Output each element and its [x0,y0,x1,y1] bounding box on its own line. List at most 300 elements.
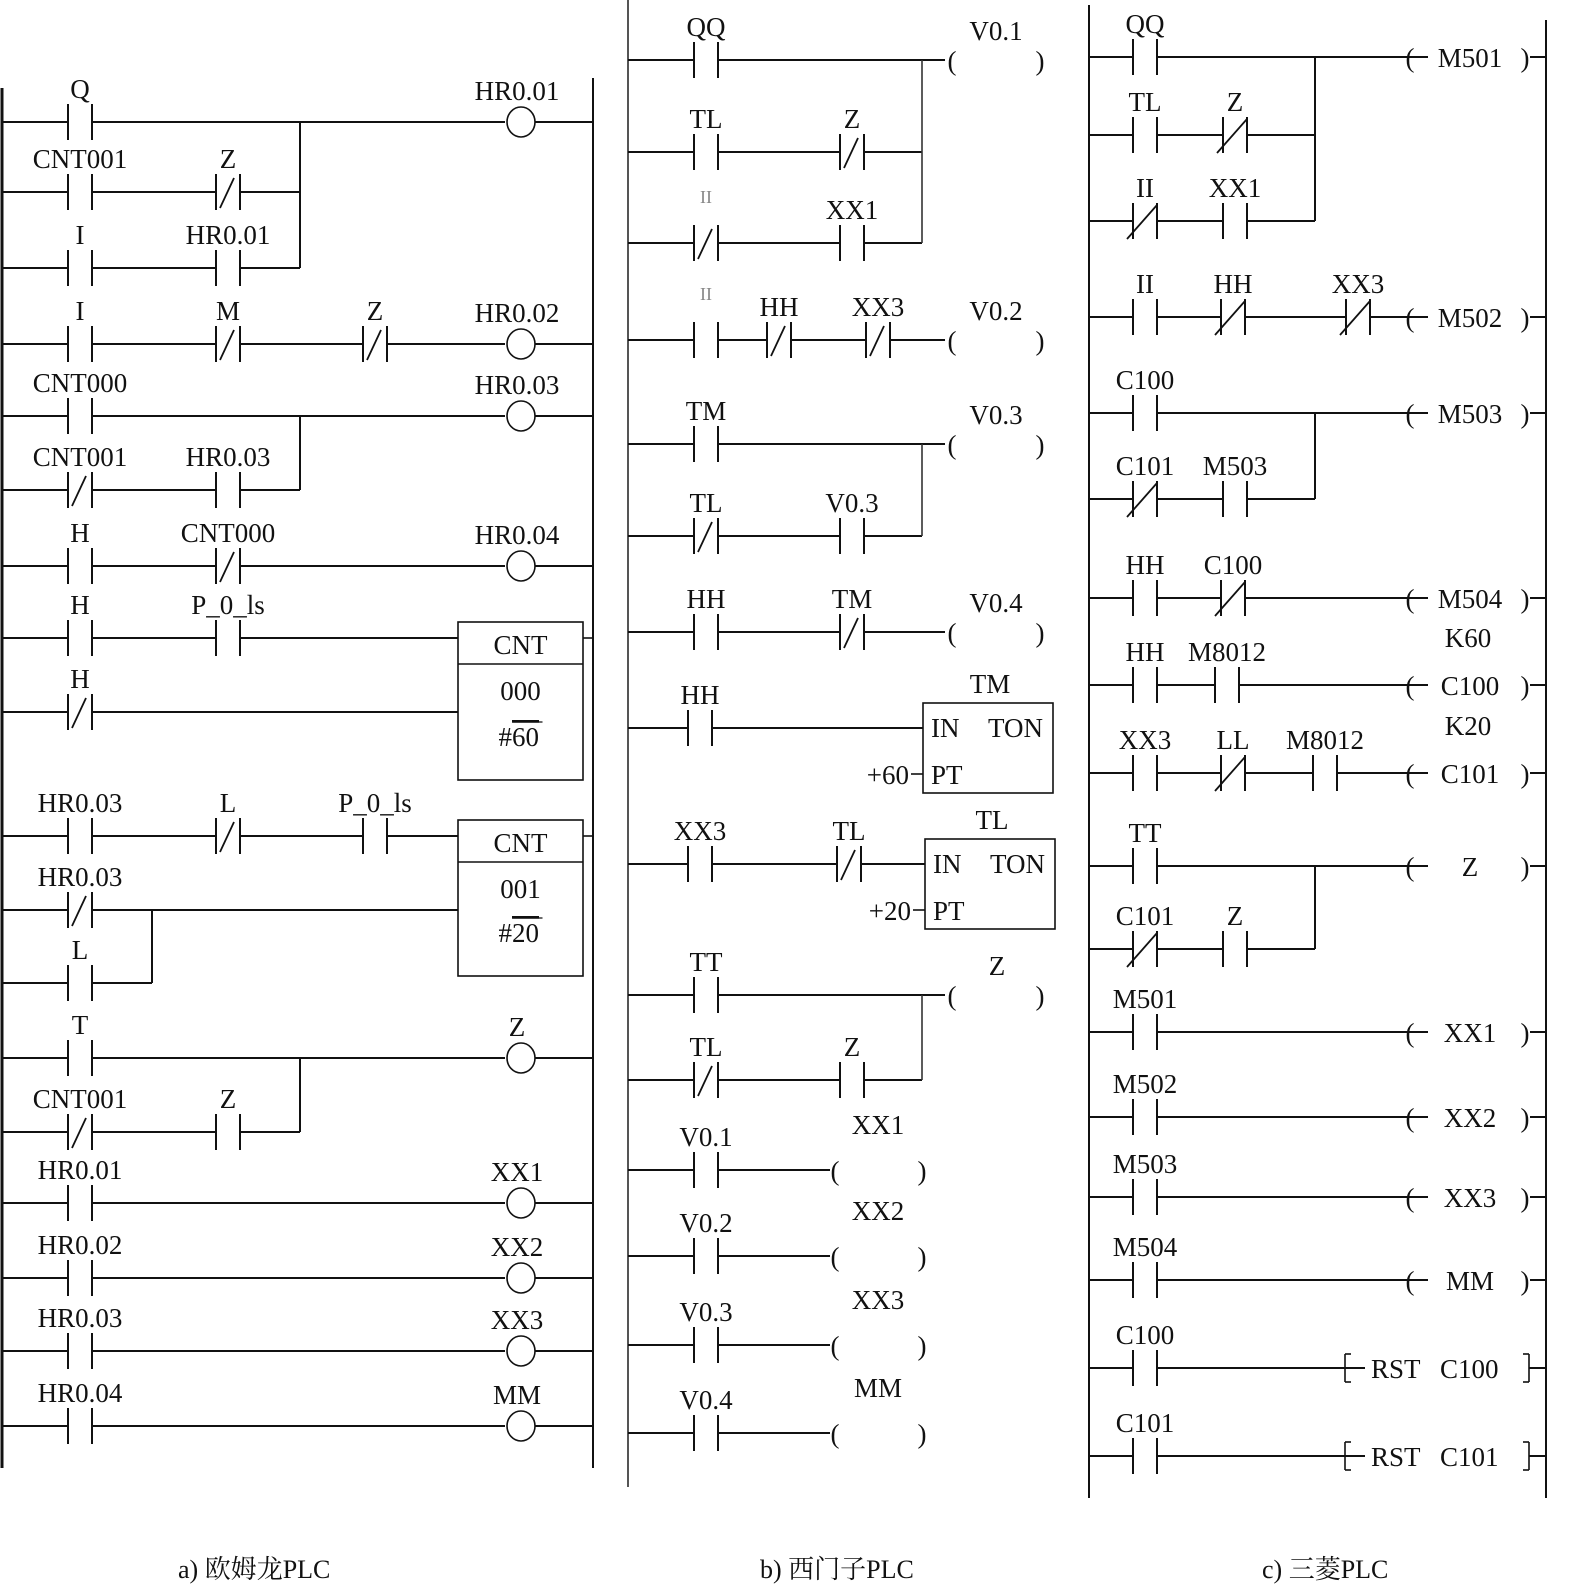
coil-icon [507,401,535,431]
coil-label: XX3 [1443,1183,1497,1213]
contact-label: C101 [1115,451,1175,481]
coil-label: HR0.02 [474,298,560,328]
coil-right-paren: ) [1035,981,1045,1011]
panel-mitsubishi-plc [1089,5,1546,1498]
coil-label: Z [988,951,1006,981]
no-contact [840,1032,864,1098]
contact-label: TT [689,947,723,977]
coil-left-paren: ( [1405,584,1415,614]
contact-label: M8012 [1285,725,1365,755]
coil-label: V0.3 [969,400,1023,430]
coil-label: C101 [1440,759,1500,789]
contact-label: TM [685,396,727,426]
rung [628,284,1045,358]
nc-contact [1215,725,1250,791]
no-contact [68,935,92,1001]
rung [628,805,1055,929]
contact-label: M501 [1112,984,1178,1014]
nc-contact [1332,269,1385,335]
coil-icon [507,1043,535,1073]
contact-label: P_0_ls [338,788,412,818]
instruction-op: RST [1371,1442,1421,1472]
rung [2,1155,593,1221]
no-contact [38,788,123,854]
coil [948,296,1045,356]
coil-left-paren: ( [830,1242,840,1272]
nc-contact [216,296,240,362]
contact-label: TL [689,488,723,518]
counter-preset [499,722,540,752]
coil [1406,623,1547,701]
nc-contact [1116,451,1175,517]
no-contact [33,368,128,434]
rung [628,1373,927,1451]
no-contact [1126,550,1165,616]
timer-type: TON [989,849,1045,879]
contact-label: XX3 [1118,725,1172,755]
coil [831,1373,927,1449]
coil-icon [507,1263,535,1293]
coil-label: XX2 [1443,1103,1497,1133]
nc-slash [72,698,86,728]
nc-slash [870,326,884,356]
contact-label: HH [759,292,799,322]
contact-label: I [75,296,85,326]
contact-label: HH [1213,269,1253,299]
coil-left-paren: ( [947,46,957,76]
contact-label: C101 [1115,901,1175,931]
no-contact [38,1155,123,1221]
nc-contact [1214,269,1253,335]
counter-preset: K60 [1444,623,1492,653]
contact-label: M8012 [1187,637,1267,667]
timer-preset: +20 [868,896,911,926]
counter-block [458,622,593,780]
no-contact [1113,984,1178,1050]
coil-label: MM [492,1380,542,1410]
coil-left-paren: ( [1405,1183,1415,1213]
coil-label: HR0.01 [474,76,560,106]
contact-label: C100 [1115,1320,1175,1350]
contact-label: C100 [1115,365,1175,395]
coil-left-paren: ( [830,1156,840,1186]
contact-label: QQ [686,12,726,42]
coil-label: M504 [1437,584,1503,614]
rung [2,1378,593,1444]
rung [1089,1232,1546,1298]
counter-title: CNT [493,630,548,660]
coil-icon [507,329,535,359]
preset-prefix: # [498,722,512,752]
counter-number: 001 [500,874,541,904]
coil-label: XX1 [1443,1018,1497,1048]
no-contact [38,1230,123,1296]
rung [2,1230,593,1296]
coil [831,1110,927,1186]
no-contact [1126,637,1165,703]
coil-label: XX3 [490,1305,544,1335]
coil-left-paren: ( [1405,759,1415,789]
no-contact [186,442,271,508]
contact-label: HR0.01 [37,1155,123,1185]
no-contact [694,284,718,358]
coil-right-paren: ) [1035,430,1045,460]
contact-label: Z [1226,87,1244,117]
coil-label: C100 [1440,671,1500,701]
coil-label: XX3 [851,1285,905,1315]
contact-label: Z [843,104,861,134]
nc-slash [367,330,381,360]
rung [628,947,1045,1098]
coil-label: M501 [1437,43,1503,73]
rung [1089,1149,1546,1215]
coil-icon [507,107,535,137]
caption-siemens: b) 西门子PLC [760,1555,914,1584]
coil-left-paren: ( [947,618,957,648]
no-contact [825,488,878,554]
instruction-operand: C101 [1440,1442,1499,1472]
rung [2,74,593,286]
coil-label: HR0.03 [474,370,560,400]
coil-label: MM [853,1373,903,1403]
contact-label: CNT001 [32,1084,128,1114]
no-contact [1133,269,1157,335]
nc-contact [216,144,240,210]
rung [2,368,593,508]
contact-label: HR0.02 [37,1230,123,1260]
no-contact [1188,637,1266,703]
rung [628,584,1045,650]
nc-contact [1204,550,1263,616]
timer-name: TM [969,669,1011,699]
no-contact [679,1385,733,1451]
rung [628,12,1045,261]
coil-left-paren: ( [1405,1266,1415,1296]
no-contact [338,788,412,854]
contact-label: L [219,788,237,818]
no-contact [68,74,92,140]
contact-label: II [1136,269,1154,299]
nc-contact [690,1032,723,1098]
no-contact [186,220,271,286]
contact-label: XX3 [1331,269,1385,299]
counter-block [458,820,593,976]
rung [1089,1069,1546,1135]
coil-right-paren: ) [1520,1103,1530,1133]
nc-slash [698,1066,712,1096]
nc-slash [72,476,86,506]
no-contact [679,1208,732,1274]
nc-contact [363,296,387,362]
coil-right-paren: ) [917,1331,927,1361]
contact-label: II [700,187,712,207]
contact-label: Z [843,1032,861,1062]
coil-right-paren: ) [1520,303,1530,333]
contact-label: CNT001 [32,442,128,472]
rung [1089,550,1546,616]
nc-slash [841,850,855,880]
counter-title: CNT [493,828,548,858]
contact-label: TM [831,584,873,614]
timer-preset: +60 [866,760,909,790]
coil-left-paren: ( [1405,1018,1415,1048]
contact-label: TL [689,104,723,134]
rung [1089,269,1546,335]
no-contact [1209,173,1262,239]
nc-slash [220,822,234,852]
coil-label: M503 [1437,399,1503,429]
nc-contact [694,187,718,261]
contact-label: P_0_ls [191,590,265,620]
timer-block [869,805,1055,929]
rung [2,1010,593,1150]
rung [1089,9,1546,239]
no-contact [38,1303,123,1369]
contact-label: TL [689,1032,723,1062]
contact-label: LL [1216,725,1250,755]
coil-icon [507,1188,535,1218]
coil-label: V0.2 [969,296,1023,326]
no-contact [679,1122,732,1188]
no-contact [1116,1408,1175,1474]
coil-right-paren: ) [1520,584,1530,614]
contact-label: H [70,518,90,548]
nc-slash [844,138,858,168]
coil-right-paren: ) [1520,1266,1530,1296]
no-contact [1286,725,1364,791]
contact-label: II [1136,173,1154,203]
rung [1089,623,1546,703]
rung [1089,711,1546,791]
nc-contact [852,292,905,358]
coil-label: XX2 [851,1196,905,1226]
contact-label: C100 [1203,550,1263,580]
rung [1089,365,1546,517]
contact-label: M504 [1112,1232,1178,1262]
contact-label: CNT000 [180,518,276,548]
coil-label: M502 [1437,303,1503,333]
nc-slash [771,326,785,356]
coil-left-paren: ( [1405,671,1415,701]
coil-left-paren: ( [947,430,957,460]
coil-label: V0.1 [969,16,1023,46]
contact-label: HR0.01 [185,220,271,250]
coil [948,951,1045,1011]
contact-label: XX1 [1208,173,1262,203]
contact-label: C101 [1115,1408,1175,1438]
nc-contact [1217,87,1247,153]
contact-label: HR0.03 [37,788,123,818]
no-contact [68,590,92,656]
coil-right-paren: ) [1520,399,1530,429]
coil-left-paren: ( [1405,1103,1415,1133]
nc-slash [72,896,86,926]
preset-value: 20 [512,918,539,948]
counter-preset [499,918,540,948]
contact-label: II [700,284,712,304]
contact-label: HR0.03 [37,862,123,892]
coil [948,16,1045,76]
rung [628,1196,927,1274]
contact-label: TL [832,816,866,846]
coil-left-paren: ( [1405,43,1415,73]
nc-contact [760,292,799,358]
instruction-op: RST [1371,1354,1421,1384]
rung [2,1303,593,1369]
contact-label: Z [219,144,237,174]
no-contact [1113,1232,1178,1298]
coil-left-paren: ( [830,1331,840,1361]
preset-value: 60 [512,722,539,752]
contact-label: XX1 [825,195,879,225]
contact-label: CNT001 [32,144,128,174]
panel-omron-plc [2,74,593,1468]
coil-label: MM [1445,1266,1495,1296]
contact-label: Z [219,1084,237,1114]
no-contact [191,590,265,656]
contact-label: H [70,664,90,694]
nc-slash [220,552,234,582]
no-contact [1126,9,1165,75]
rung [2,590,593,780]
contact-label: Z [366,296,384,326]
coil-label: V0.4 [969,588,1023,618]
contact-label: Z [1226,901,1244,931]
nc-contact [68,664,92,730]
rung [628,1285,927,1363]
coil [831,1285,927,1361]
contact-label: CNT000 [32,368,128,398]
contact-label: HR0.04 [37,1378,123,1408]
contact-label: V0.3 [825,488,879,518]
rung [628,396,1045,554]
nc-contact [33,442,128,508]
contact-label: T [71,1010,89,1040]
contact-label: H [70,590,90,620]
contact-label: HH [1125,637,1165,667]
preset-prefix: # [498,918,512,948]
coil-left-paren: ( [947,981,957,1011]
rung [1089,984,1546,1050]
no-contact [1223,901,1247,967]
no-contact [1116,365,1175,431]
coil-label: HR0.04 [474,520,560,550]
no-contact [68,296,92,362]
nc-contact [216,788,240,854]
nc-contact [690,488,723,554]
contact-label: V0.1 [679,1122,733,1152]
no-contact [679,1297,732,1363]
no-contact [690,947,723,1013]
coil-right-paren: ) [1520,852,1530,882]
contact-label: XX3 [851,292,905,322]
nc-slash [72,1118,86,1148]
contact-label: V0.2 [679,1208,733,1238]
coil-label: XX1 [851,1110,905,1140]
no-contact [826,195,879,261]
caption-mitsubishi: c) 三菱PLC [1262,1555,1389,1584]
rung [628,669,1053,793]
no-contact [216,1084,240,1150]
coil-icon [507,1411,535,1441]
coil-icon [507,551,535,581]
coil [948,588,1045,648]
no-contact [686,396,727,462]
contact-label: Q [70,74,90,104]
coil-label: XX2 [490,1232,544,1262]
timer-block [867,669,1053,793]
no-contact [33,144,128,210]
timer-type: TON [987,713,1043,743]
rung [2,788,593,1001]
coil [1406,711,1547,789]
timer-name: TL [975,805,1009,835]
contact-label: HR0.03 [37,1303,123,1333]
contact-label: TL [1128,87,1162,117]
coil-left-paren: ( [1405,399,1415,429]
timer-pt: PT [931,760,963,790]
timer-in: IN [933,849,962,879]
no-contact [1116,1320,1175,1386]
rung [1089,818,1546,967]
coil-right-paren: ) [1035,46,1045,76]
coil-left-paren: ( [947,326,957,356]
nc-slash [698,229,712,259]
no-contact [681,680,720,746]
no-contact [68,1010,92,1076]
timer-pt: PT [933,896,965,926]
nc-contact [833,816,866,882]
coil-right-paren: ) [1520,1018,1530,1048]
contact-label: HH [680,680,720,710]
nc-slash [844,618,858,648]
contact-label: XX3 [673,816,727,846]
nc-slash [698,522,712,552]
contact-label: V0.3 [679,1297,733,1327]
coil-right-paren: ) [1520,759,1530,789]
nc-contact [1127,173,1157,239]
coil-right-paren: ) [917,1242,927,1272]
rung [2,296,593,362]
coil-right-paren: ) [917,1419,927,1449]
coil-left-paren: ( [1405,852,1415,882]
no-contact [38,1378,123,1444]
nc-contact [38,862,123,928]
no-contact [1129,87,1162,153]
coil-left-paren: ( [1405,303,1415,333]
coil-right-paren: ) [1035,326,1045,356]
contact-label: M503 [1112,1149,1178,1179]
counter-preset: K20 [1444,711,1492,741]
contact-label: I [75,220,85,250]
coil-left-paren: ( [830,1419,840,1449]
contact-label: V0.4 [679,1385,733,1415]
no-contact [1129,818,1162,884]
contact-label: TT [1128,818,1162,848]
no-contact [68,220,92,286]
nc-slash [220,178,234,208]
rung [1089,1408,1546,1474]
rung [2,518,593,584]
coil-label: XX1 [490,1157,544,1187]
no-contact [687,584,726,650]
nc-contact [1116,901,1175,967]
no-contact [1203,451,1268,517]
panel-siemens-plc [628,0,1055,1487]
no-contact [687,12,726,78]
no-contact [68,518,92,584]
coil-label: Z [1461,852,1479,882]
